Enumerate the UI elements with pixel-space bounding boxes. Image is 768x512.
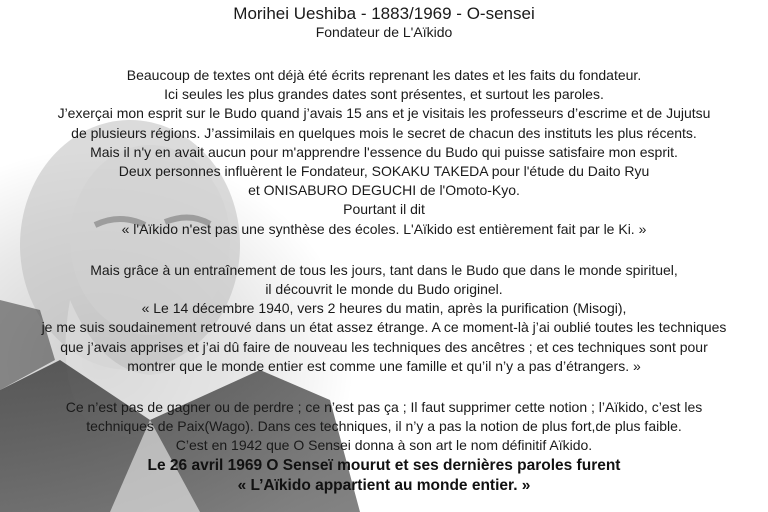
text-line: il découvrit le monde du Budo originel. xyxy=(265,281,503,298)
page-subtitle: Fondateur de L'Aïkido xyxy=(315,24,453,40)
page-title: Morihei Ueshiba - 1883/1969 - O-sensei xyxy=(233,4,535,23)
paragraph-discovery xyxy=(0,261,768,376)
quote-line: « Le 14 décembre 1940, vers 2 heures du matin, après la purification (Misogi), xyxy=(141,300,627,317)
quote-line: « l'Aïkido n'est pas une synthèse des écoles. L'Aïkido est entièrement fait par le Ki. » xyxy=(121,220,647,237)
paragraph-peace xyxy=(0,398,768,456)
text-line: J’exerçai mon esprit sur le Budo quand j’avais 15 ans et je visitais les professeurs d’escrime et de Jujutsu xyxy=(57,105,711,122)
text-line: et ONISABURO DEGUCHI de l'Omoto-Kyo. xyxy=(248,182,520,199)
closing-quote: « L’Aïkido appartient au monde entier. » xyxy=(237,476,531,494)
text-line: Pourtant il dit xyxy=(343,201,425,218)
text-line: Deux personnes influèrent le Fondateur, SOKAKU TAKEDA pour l'étude du Daito Ryu xyxy=(118,163,650,180)
text-line: Ici seules les plus grandes dates sont présentes, et surtout les paroles. xyxy=(164,86,604,103)
text-line: C’est en 1942 que O Sensei donna à son art le nom définitif Aïkido. xyxy=(175,437,593,454)
text-line: Mais grâce à un entraînement de tous les jours, tant dans le Budo que dans le monde spirituel, xyxy=(90,261,678,278)
text-line: Beaucoup de textes ont déjà été écrits reprenant les dates et les faits du fondateur. xyxy=(126,67,642,83)
closing-statement xyxy=(0,456,768,496)
text-line: techniques de Paix(Wago). Dans ces techniques, il n’y a pas la notion de plus fort,de plus faible. xyxy=(86,418,682,435)
closing-line: Le 26 avril 1969 O Senseï mourut et ses dernières paroles furent xyxy=(147,456,621,474)
paragraph-dates xyxy=(0,66,768,239)
text-line: Mais il n'y en avait aucun pour m'apprendre l'essence du Budo qui puisse satisfaire mon esprit. xyxy=(90,143,678,160)
quote-line: je me suis soudainement retrouvé dans un état assez étrange. A ce moment-là j’ai oublié toutes les techniques xyxy=(41,319,727,336)
quote-line: que j’avais apprises et j’ai dû faire de nouveau les techniques des ancêtres ; et ces techniques sont pour xyxy=(60,338,708,355)
text-line: de plusieurs régions. J’assimilais en quelques mois le secret de chacun des instituts les plus récents. xyxy=(71,124,697,141)
text-line: Ce n’est pas de gagner ou de perdre ; ce n’est pas ça ; Il faut supprimer cette notion ; l’Aïkido, c’est les xyxy=(65,399,703,416)
quote-line: montrer que le monde entier est comme une famille et qu’il n’y a pas d’étrangers. » xyxy=(127,357,641,374)
